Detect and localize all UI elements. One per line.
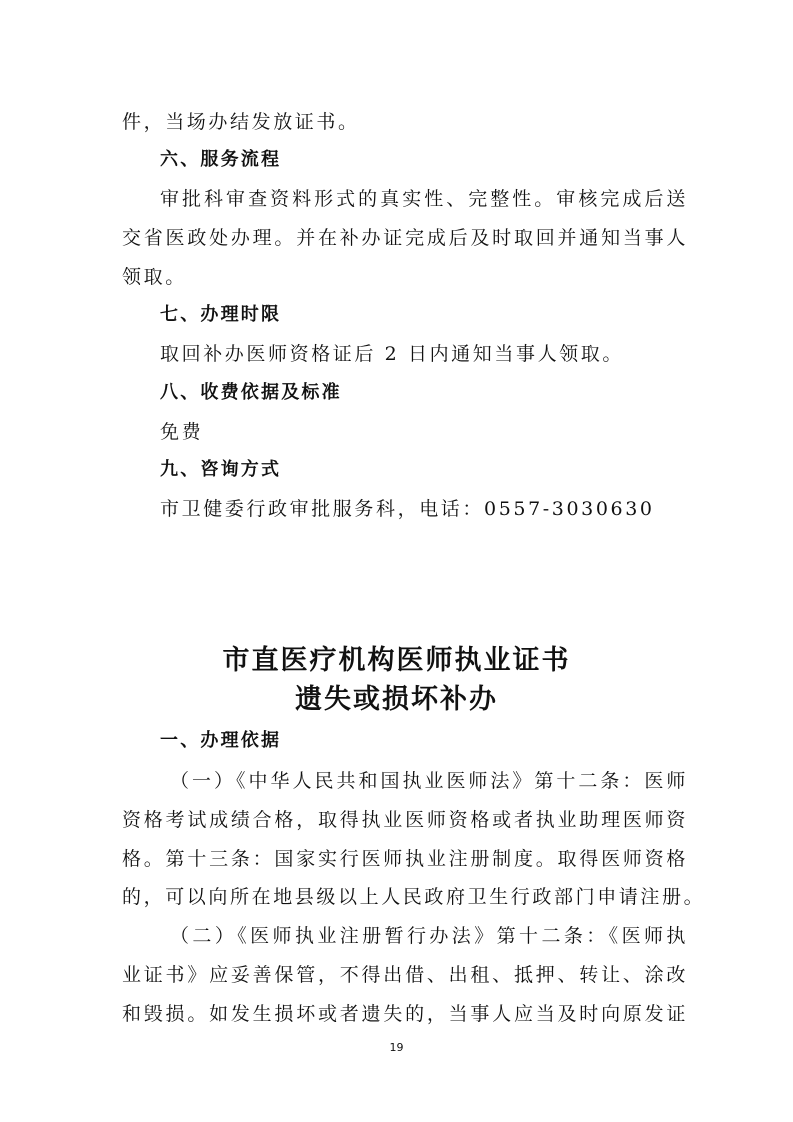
page-number: 19 xyxy=(389,1041,404,1054)
section-title-line-2: 遗失或损坏补办 xyxy=(295,684,498,715)
section-heading-basis: 一、办理依据 xyxy=(160,730,282,751)
section-heading-contact: 九、咨询方式 xyxy=(160,459,282,480)
paragraph-line: 免费 xyxy=(160,421,204,443)
paragraph-line: （一）《中华人民共和国执业医师法》第十二条：医师 xyxy=(170,770,688,792)
paragraph-line: 审批科审查资料形式的真实性、完整性。审核完成后送 xyxy=(160,188,688,210)
paragraph-line: 的，可以向所在地县级以上人民政府卫生行政部门申请注册。 xyxy=(122,886,706,908)
continuation-line: 件，当场办结发放证书。 xyxy=(122,111,360,133)
paragraph-line: 资格考试成绩合格，取得执业医师资格或者执业助理医师资 xyxy=(122,809,688,831)
paragraph-line: 格。第十三条：国家实行医师执业注册制度。取得医师资格 xyxy=(122,848,688,870)
paragraph-line: 交省医政处办理。并在补办证完成后及时取回并通知当事人 xyxy=(122,227,688,249)
section-title-line-1: 市直医疗机构医师执业证书 xyxy=(222,645,571,676)
section-heading-process: 六、服务流程 xyxy=(160,149,282,170)
section-heading-fees: 八、收费依据及标准 xyxy=(160,382,342,403)
paragraph-line: （二）《医师执业注册暂行办法》第十二条：《医师执 xyxy=(170,925,688,947)
section-heading-time-limit: 七、办理时限 xyxy=(160,304,282,325)
paragraph-line: 领取。 xyxy=(122,266,187,288)
contact-line: 市卫健委行政审批服务科，电话：0557-3030630 xyxy=(160,498,655,520)
paragraph-line: 取回补办医师资格证后 2 日内通知当事人领取。 xyxy=(160,343,624,365)
paragraph-line: 业证书》应妥善保管，不得出借、出租、抵押、转让、涂改 xyxy=(122,964,688,986)
paragraph-line: 和毁损。如发生损坏或者遗失的，当事人应当及时向原发证 xyxy=(122,1003,688,1025)
